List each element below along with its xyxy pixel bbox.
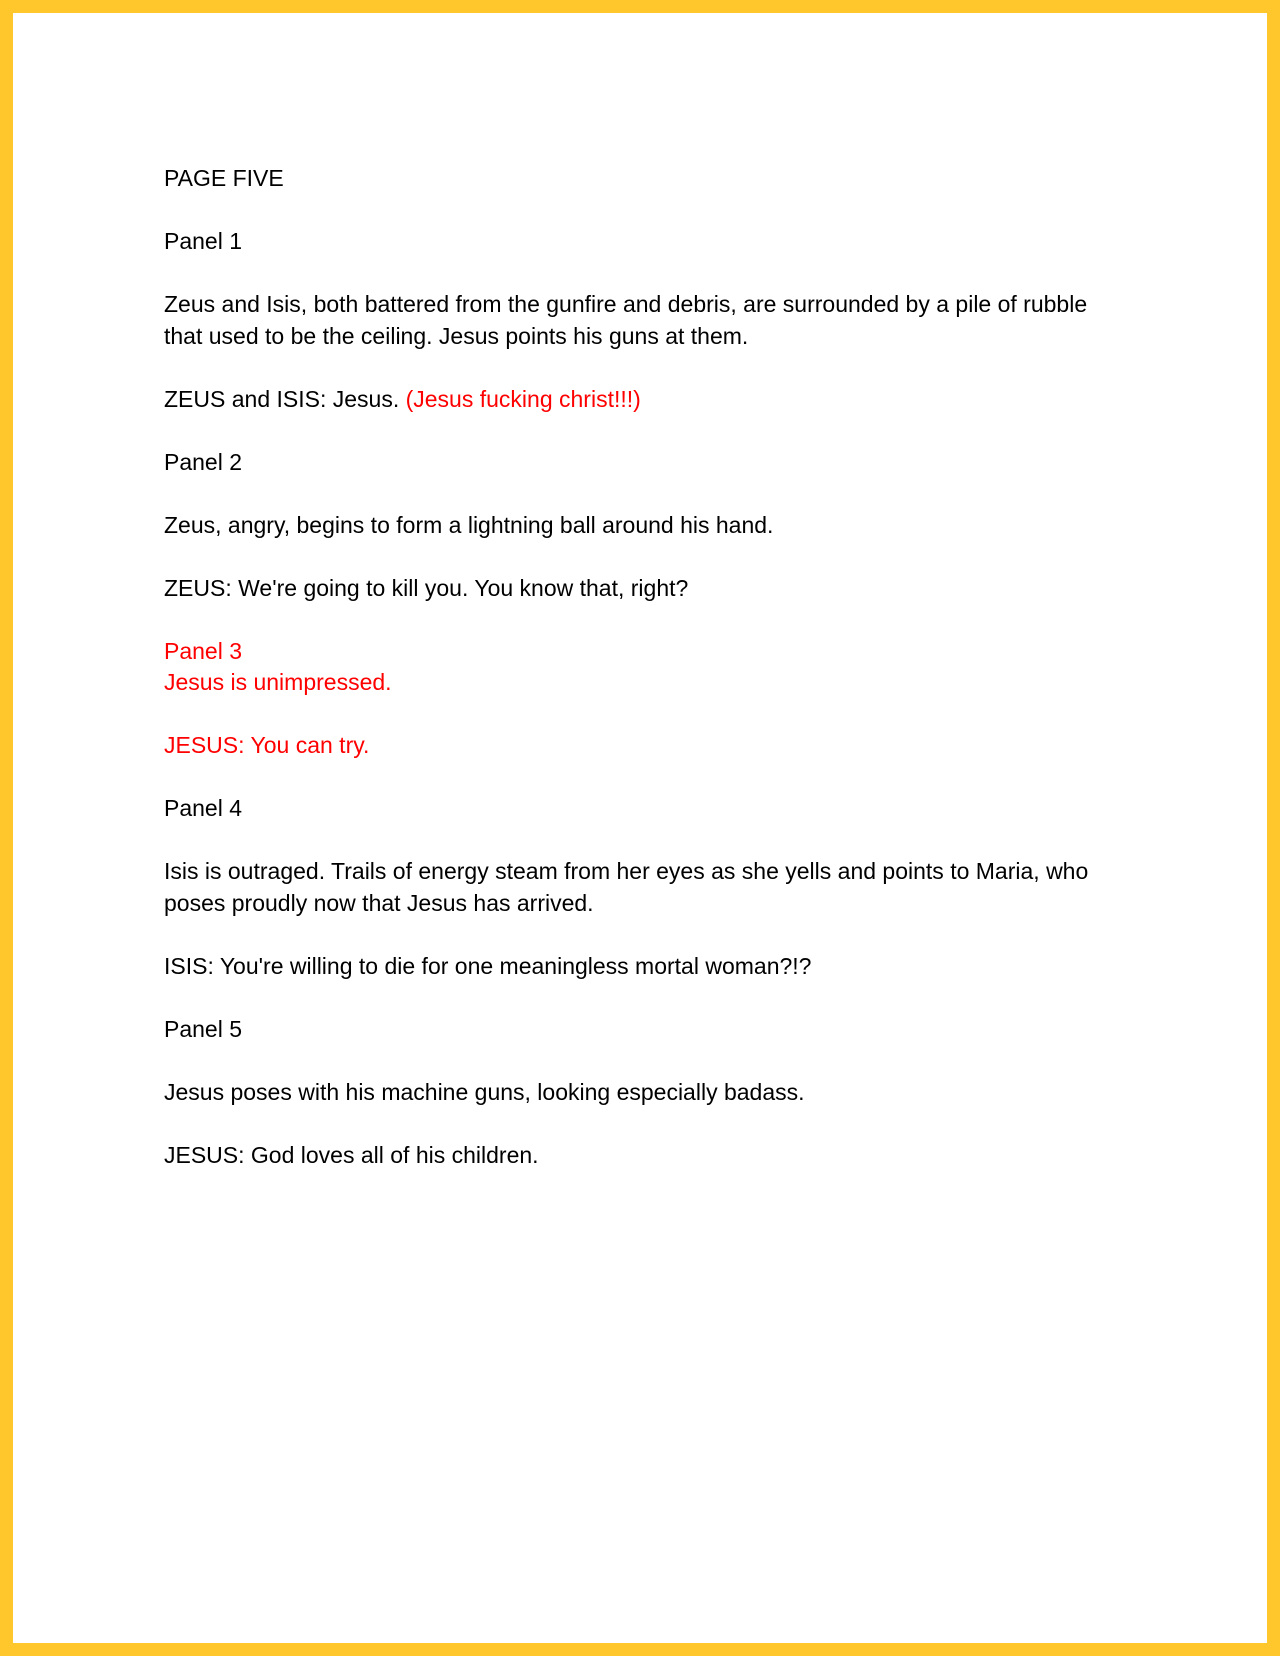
- panel-4-description: Isis is outraged. Trails of energy steam from her eyes as she yells and points to Maria, who poses proudly now that Jesus has arrived.: [164, 858, 1095, 916]
- panel-1-heading: Panel 1: [164, 228, 243, 254]
- panel-1-dialogue-highlight: (Jesus fucking christ!!!): [405, 385, 641, 412]
- panel-2-dialogue: ZEUS: We're going to kill you. You know that, right?: [164, 574, 689, 601]
- panel-1-dialogue-text: ZEUS and ISIS: Jesus.: [164, 385, 400, 412]
- panel-3-description: Jesus is unimpressed.: [164, 669, 392, 695]
- panel-3-heading: Panel 3: [164, 637, 243, 664]
- panel-5-description: Jesus poses with his machine guns, looking especially badass.: [164, 1078, 805, 1105]
- panel-5-heading: Panel 5: [164, 1015, 243, 1042]
- panel-2-heading: Panel 2: [164, 448, 243, 475]
- panel-1-description: Zeus and Isis, both battered from the gunfire and debris, are surrounded by a pile of rubble that used to be the ceiling. Jesus points his guns at them.: [164, 291, 1094, 349]
- panel-3-dialogue: JESUS: You can try.: [164, 732, 370, 758]
- panel-2-description: Zeus, angry, begins to form a lightning ball around his hand.: [164, 511, 774, 538]
- panel-5-dialogue: JESUS: God loves all of his children.: [164, 1141, 539, 1168]
- page-heading: PAGE FIVE: [164, 165, 284, 191]
- panel-1-dialogue: [164, 384, 1124, 416]
- panel-4-dialogue: ISIS: You're willing to die for one meaningless mortal woman?!?: [164, 952, 812, 979]
- panel-4-heading: Panel 4: [164, 795, 243, 821]
- script-document: [164, 163, 1124, 1203]
